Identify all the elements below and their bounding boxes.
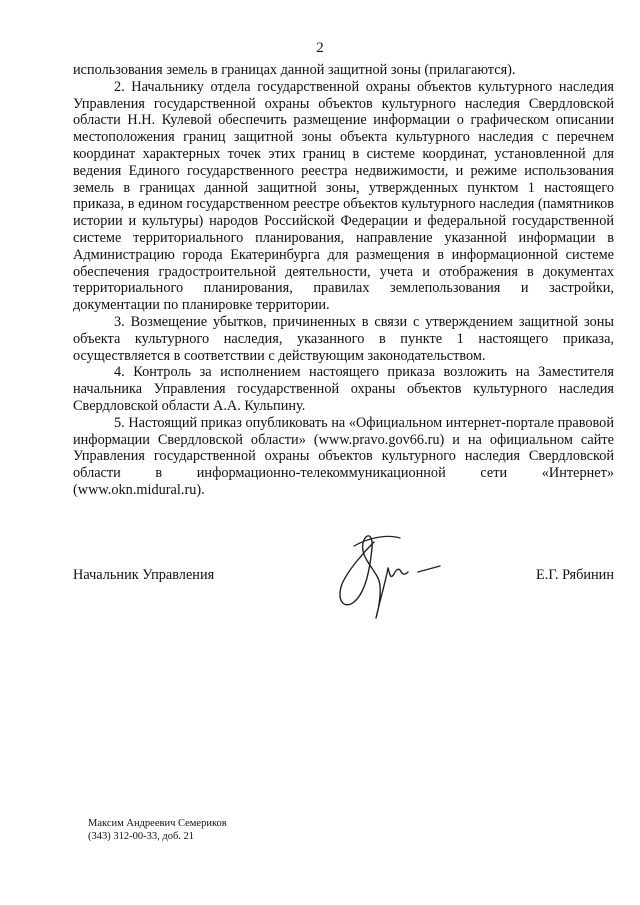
executor-name: Максим Андреевич Семериков [88, 818, 227, 829]
paragraph-item-2: 2. Начальнику отдела государственной охраны объектов культурного наследия Управления государственной охраны объектов культурного наследия Свердловской области Н.Н. Кулевой обеспечить размещение информации о графическом описании местоположения границ защитной зоны объекта культурного наследия с перечнем координат характерных точек этих границ в системе координат, установленной для ведения Единого государственного реестра недвижимости, и режиме использования земель в границах данной защитной зоны, утвержденных пунктом 1 настоящего приказа, в едином государственном реестре объектов культурного наследия (памятников истории и культуры) народов Российской Федерации и федеральной государственной системе территориального планирования, направление указанной информации в Администрацию города Екатеринбурга для размещения в информационной системе обеспечения градостроительной деятельности, учета и отображения в документах территориального планирования, правилах землепользования и застройки, документации по планировке территории. [73, 78, 614, 314]
page-number: 2 [316, 40, 324, 56]
paragraph-item-5: 5. Настоящий приказ опубликовать на «Официальном интернет-портале правовой информации Свердловской области» (www.pravo.gov66.ru) и на официальном сайте Управления государственной охраны объектов культурного наследия Свердловской области в информационно-телекоммуникационной сети «Интернет» (www.okn.midural.ru). [73, 414, 614, 498]
paragraph-1-continuation: использования земель в границах данной защитной зоны (прилагаются). [73, 62, 516, 78]
document-body [73, 62, 614, 499]
signer-position: Начальник Управления [73, 567, 215, 583]
executor-info [88, 817, 227, 843]
handwritten-signature [328, 522, 458, 632]
signer-name: Е.Г. Рябинин [536, 567, 614, 583]
executor-phone: (343) 312-00-33, доб. 21 [88, 831, 195, 842]
paragraph-item-4: 4. Контроль за исполнением настоящего приказа возложить на Заместителя начальника Управления государственной охраны объектов культурного наследия Свердловской области А.А. Кульпину. [73, 364, 614, 414]
paragraph-item-3: 3. Возмещение убытков, причиненных в связи с утверждением защитной зоны объекта культурного наследия, указанного в пункте 1 настоящего приказа, осуществляется в соответствии с действующим законодательством. [73, 313, 614, 364]
